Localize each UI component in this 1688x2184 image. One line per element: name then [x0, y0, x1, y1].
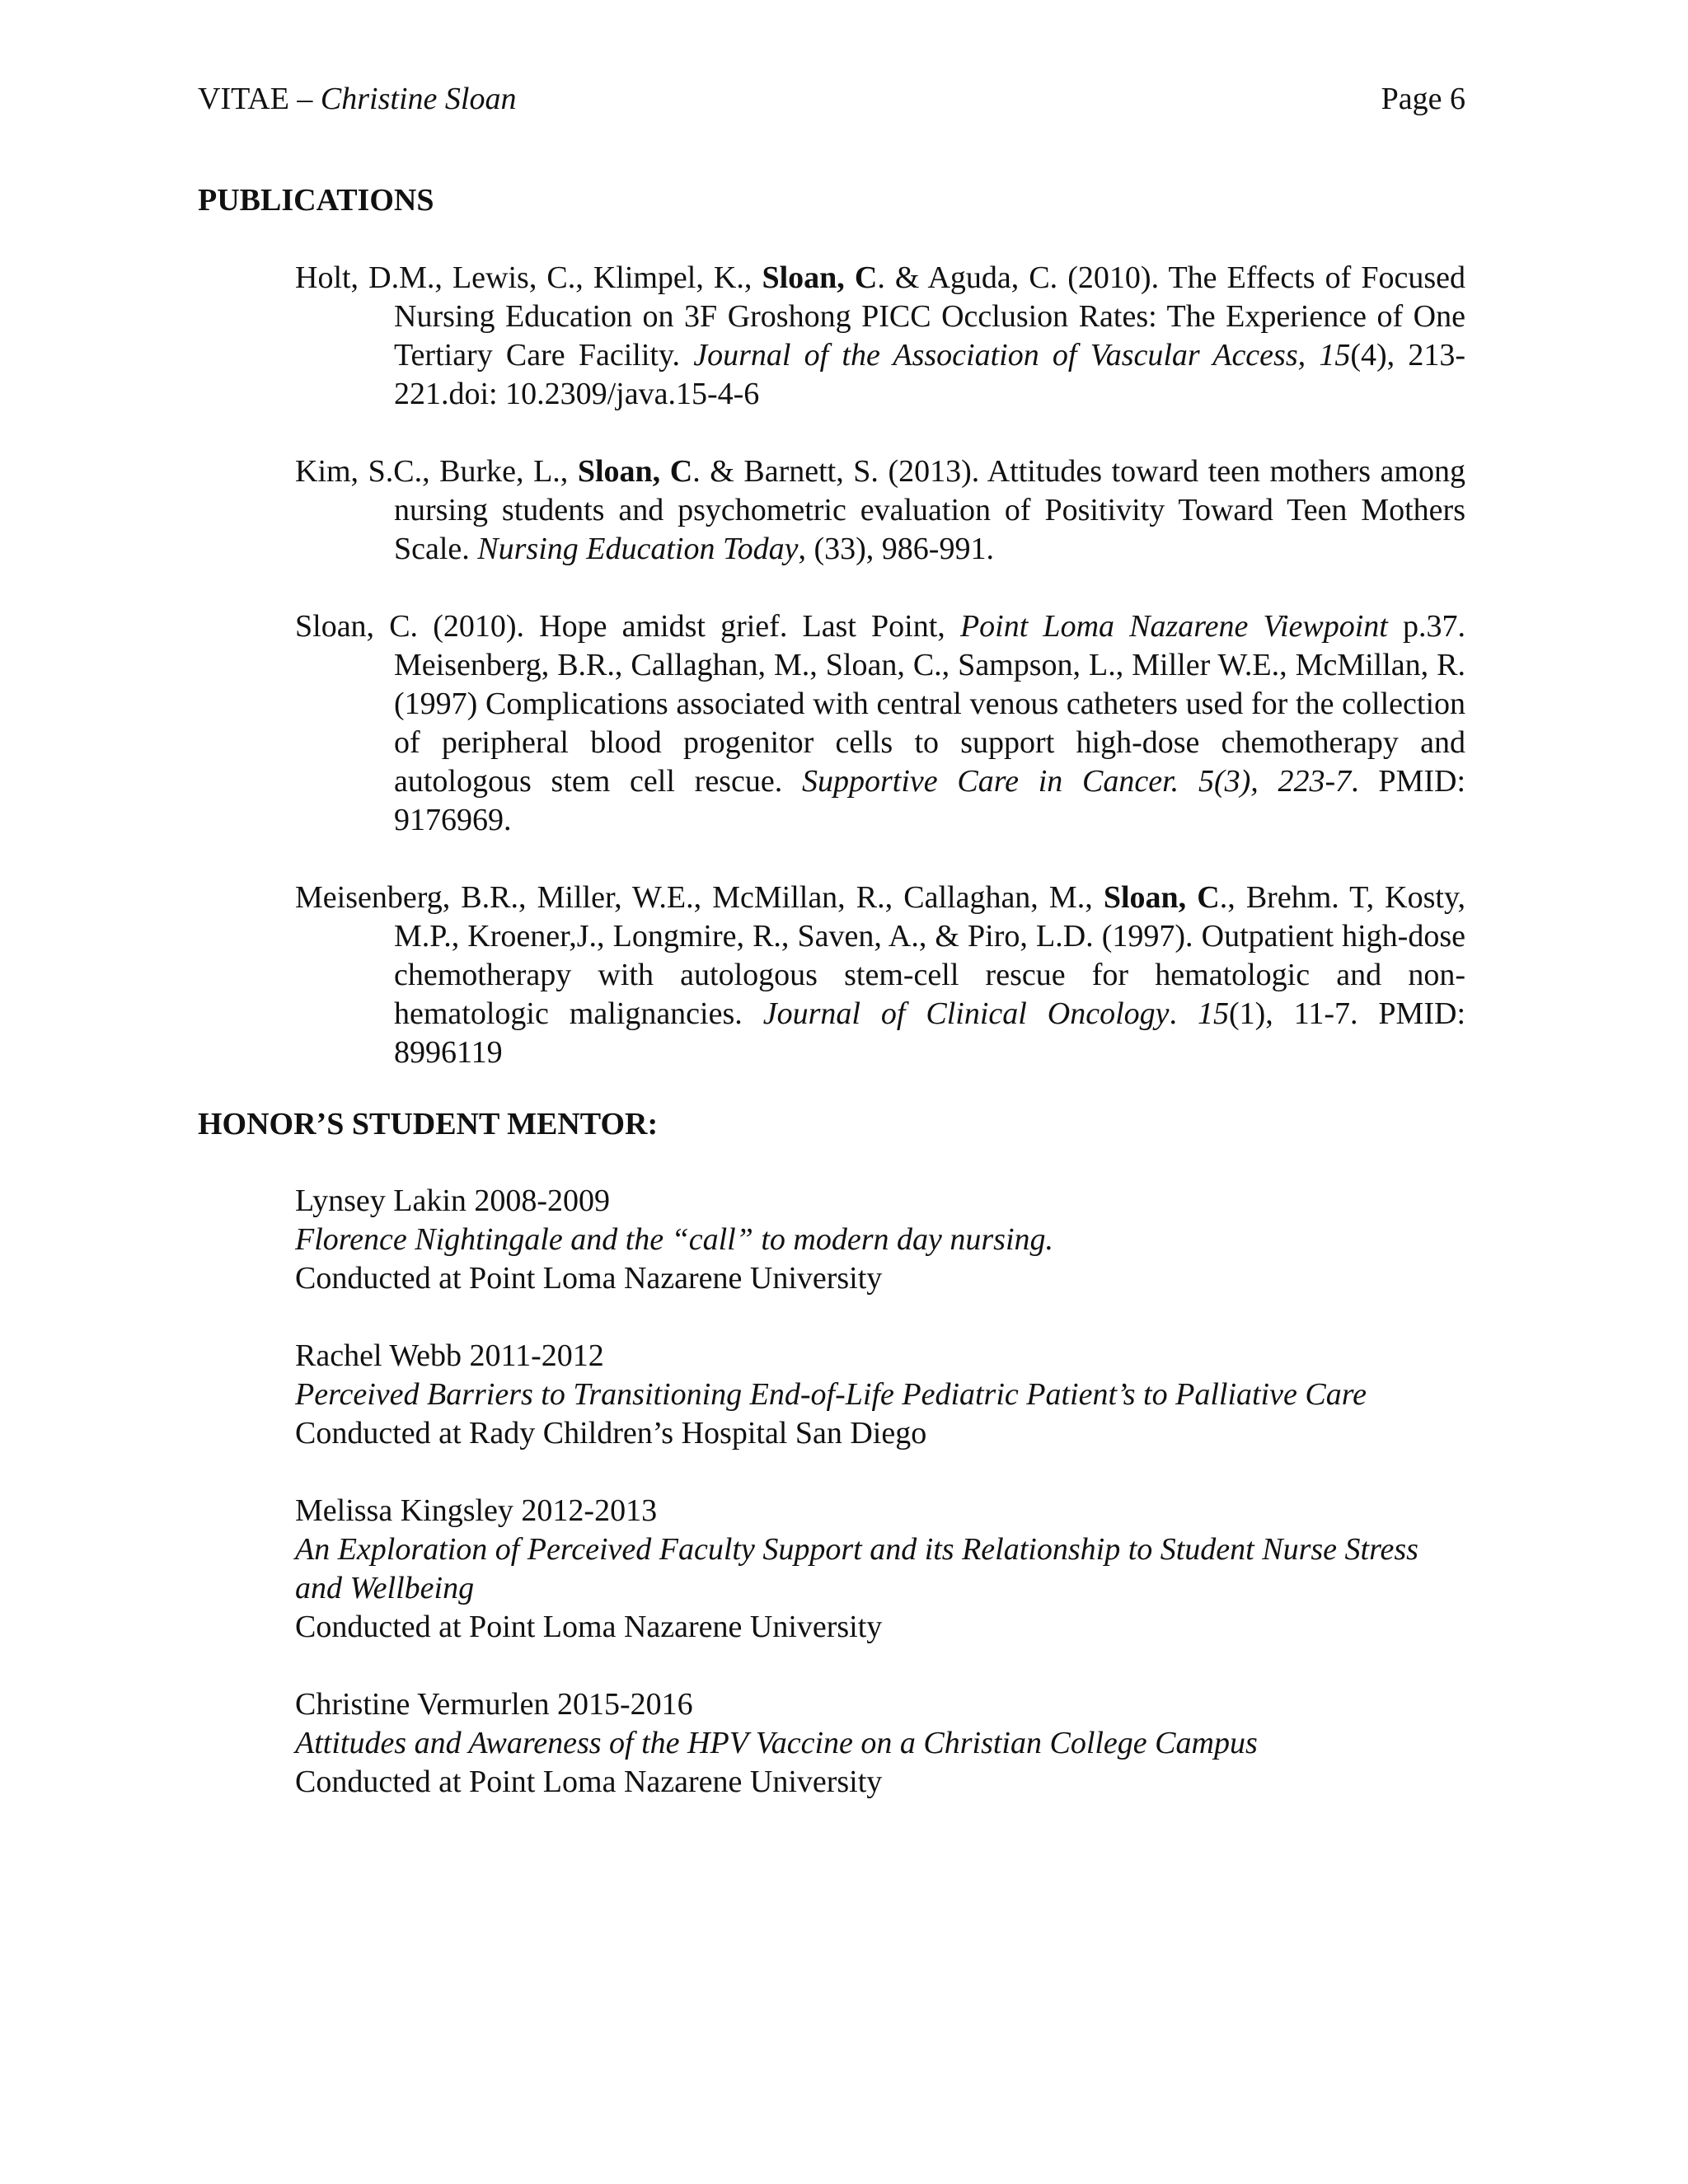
publication-entry [295, 259, 1465, 414]
project-title: Florence Nightingale and the “call” to modern day nursing. [295, 1222, 1054, 1257]
running-head [198, 80, 516, 119]
student-name-years: Rachel Webb 2011-2012 [295, 1338, 604, 1373]
project-title: Perceived Barriers to Transitioning End-of-Life Pediatric Patient’s to Palliative Care [295, 1377, 1367, 1412]
citation-text: p.37. Meisenberg, B.R., Callaghan, M., Sloan, C., Sampson, L., Miller W.E., McMillan, R. (1997) Complications associated with central venous catheters used for the collection of peripheral blood progenitor cells to support high-dose chemotherapy and autologous stem cell rescue. [394, 609, 1465, 799]
project-location: Conducted at Rady Children’s Hospital San Diego [295, 1416, 927, 1451]
citation-journal: Point Loma Nazarene Viewpoint [959, 609, 1388, 644]
citation-text: . & Aguda, C. (2010). The Effects of Focused Nursing Education on 3F Groshong PICC Occlusion Rates: The Experience of One Tertiary Care Facility. [394, 260, 1465, 373]
citation-journal: Supportive Care in Cancer. 5(3), 223-7 [801, 764, 1352, 799]
mentor-entry [295, 1337, 1465, 1453]
student-name-years: Christine Vermurlen 2015-2016 [295, 1687, 693, 1722]
publications-heading: PUBLICATIONS [198, 183, 434, 218]
citation-journal: Journal of Clinical Oncology [762, 996, 1170, 1031]
page-header [198, 80, 1465, 119]
citation-author-highlight: Sloan, C [577, 454, 693, 489]
citation-author-highlight: Sloan, C [1103, 880, 1220, 915]
author-name: Christine Sloan [320, 82, 517, 116]
citation-text: , (33), 986-991. [798, 532, 994, 566]
citation-text: . & Barnett, S. (2013). Attitudes toward teen mothers among nursing students and psychometric evaluation of Positivity Toward Teen Mothers Scale. [394, 454, 1465, 566]
student-name-years: Lynsey Lakin 2008-2009 [295, 1183, 611, 1218]
citation-text: . [1169, 996, 1198, 1031]
vitae-label: VITAE – [198, 82, 321, 116]
citation-text: . PMID: 9176969. [394, 764, 1466, 837]
citation-volume: 15 [1197, 996, 1229, 1031]
citation-text: Holt, D.M., Lewis, C., Klimpel, K., [295, 260, 762, 295]
citation-text: (1), 11-7. PMID: 8996119 [394, 996, 1465, 1070]
citation-text: Sloan, C. (2010). Hope amidst grief. Last Point, [295, 609, 960, 644]
project-title: Attitudes and Awareness of the HPV Vaccine on a Christian College Campus [295, 1726, 1258, 1760]
project-title: An Exploration of Perceived Faculty Support and its Relationship to Student Nurse Stress and Wellbeing [295, 1532, 1418, 1605]
project-location: Conducted at Point Loma Nazarene University [295, 1261, 883, 1296]
citation-text: Kim, S.C., Burke, L., [295, 454, 578, 489]
citation-text: (4), 213-221.doi: 10.2309/java.15-4-6 [394, 338, 1466, 411]
project-location: Conducted at Point Loma Nazarene University [295, 1765, 883, 1799]
publications-list [295, 259, 1465, 1072]
citation-text: ., Brehm. T, Kosty, M.P., Kroener,J., Longmire, R., Saven, A., & Piro, L.D. (1997). Outpatient high-dose chemotherapy with autologous stem-cell rescue for hematologic and non-hematologic malignancies. [394, 880, 1466, 1031]
mentor-heading: HONOR’S STUDENT MENTOR: [198, 1107, 659, 1141]
citation-journal: Journal of the Association of Vascular Access, 15 [693, 338, 1351, 373]
mentor-entry [295, 1685, 1465, 1802]
publication-entry [295, 879, 1465, 1072]
publication-entry [295, 607, 1465, 840]
page-number: Page 6 [1381, 82, 1465, 116]
publication-entry [295, 452, 1465, 569]
mentor-entry [295, 1182, 1465, 1298]
student-name-years: Melissa Kingsley 2012-2013 [295, 1493, 658, 1528]
project-location: Conducted at Point Loma Nazarene University [295, 1610, 883, 1644]
citation-journal: Nursing Education Today [477, 532, 799, 566]
citation-author-highlight: Sloan, C [762, 260, 878, 295]
mentor-list [295, 1182, 1465, 1802]
citation-text: Meisenberg, B.R., Miller, W.E., McMillan, R., Callaghan, M., [295, 880, 1104, 915]
mentor-entry [295, 1492, 1465, 1647]
